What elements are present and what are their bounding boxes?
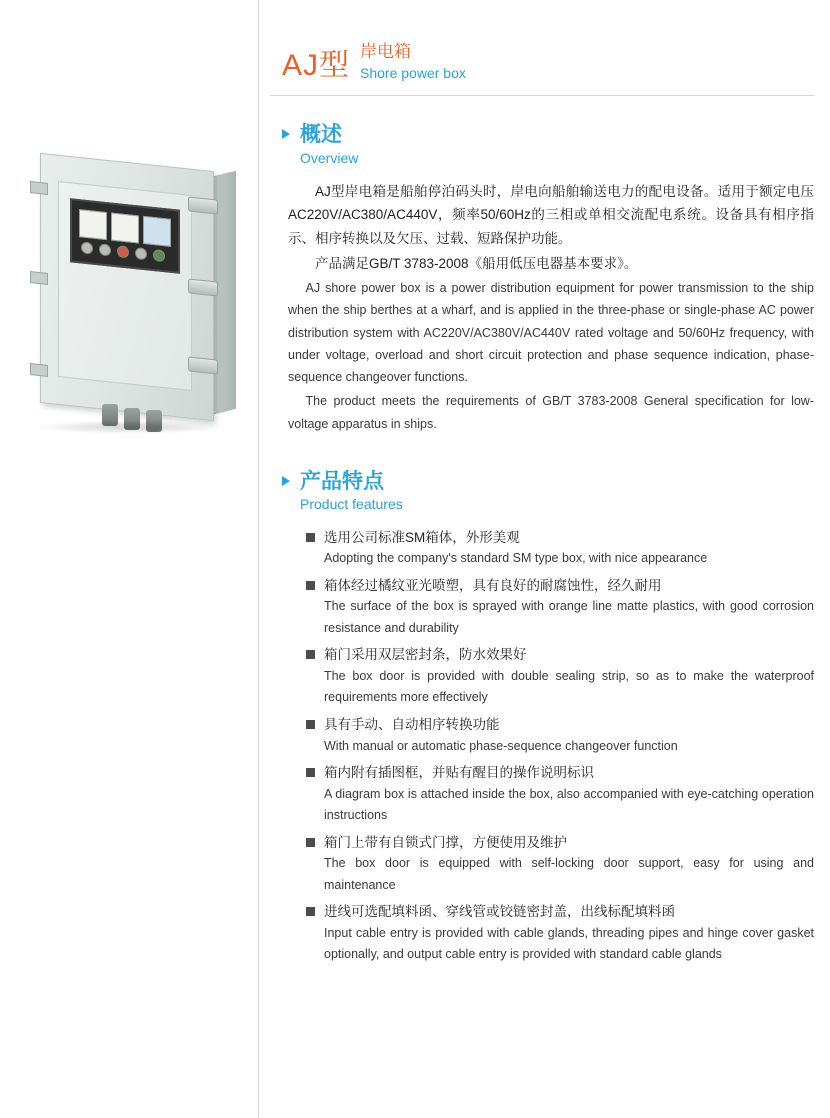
knob-icon [99,243,111,256]
door-latch-icon [188,196,218,214]
overview-body [282,180,814,435]
feature-text-en: The box door is provided with double sealing strip, so as to make the waterproof requirements more effectively [324,668,814,705]
list-item [306,644,814,709]
feature-text-en: The surface of the box is sprayed with orange line matte plastics, with good corrosion resistance and durability [324,599,814,635]
paragraph-cn: 产品满足GB/T 3783-2008《船用低压电器基本要求》。 [315,255,638,271]
section-overview [270,122,814,434]
square-bullet-icon [306,838,315,847]
paragraph-en: The product meets the requirements of GB/T 3783-2008 General specification for low-voltage apparatus in ships. [288,394,814,431]
square-bullet-icon [306,768,315,777]
feature-text-en: The box door is equipped with self-locking door support, easy for using and maintenance [324,856,814,892]
list-item [306,762,814,827]
title-row [282,44,814,81]
feature-list [282,527,814,966]
feature-text-cn: 箱门采用双层密封条，防水效果好 [306,644,814,666]
feature-text-en: Adopting the company's standard SM type box, with nice appearance [324,551,708,566]
product-image-column [0,0,258,1118]
section-title-cn: 产品特点 [300,469,384,493]
door-latch-icon [188,278,218,296]
square-bullet-icon [306,720,315,729]
square-bullet-icon [306,907,315,916]
section-overview-heading [282,122,814,168]
arrow-right-icon [282,129,290,139]
feature-text-cn: 箱门上带有自锁式门撑，方便使用及维护 [306,832,814,854]
section-features-heading [282,469,814,515]
section-product-features [270,469,814,966]
list-item [306,901,814,966]
indicator-lamp-icon [117,245,129,258]
knob-icon [135,247,147,260]
page-title [270,44,814,96]
list-item [306,527,814,570]
product-photo [18,152,240,432]
indicator-lamp-icon [153,249,165,262]
list-item [306,832,814,897]
mounting-lug-icon [30,271,48,285]
feature-text-en: A diagram box is attached inside the box, also accompanied with eye-catching operation instructions [324,786,814,823]
paragraph-cn: AJ型岸电箱是船舶停泊码头时，岸电向船舶输送电力的配电设备。适用于额定电压AC220V/AC380/AC440V，频率50/60Hz的三相或单相交流配电系统。设备具有相序指示、相序转换以及欠压、过载、短路保护功能。 [288,184,814,246]
meter-icon [111,213,139,244]
content-column [258,0,830,1118]
instrument-panel [70,198,180,274]
feature-text-cn: 选用公司标准SM箱体，外形美观 [306,527,814,549]
list-item [306,575,814,640]
square-bullet-icon [306,581,315,590]
product-name-en: Shore power box [360,64,466,81]
knob-icon [81,241,93,254]
section-title-en: Product features [300,496,403,513]
feature-text-cn: 箱体经过橘纹亚光喷塑，具有良好的耐腐蚀性，经久耐用 [306,575,814,597]
feature-text-cn: 具有手动、自动相序转换功能 [306,714,814,736]
mounting-lug-icon [30,181,48,195]
feature-text-cn: 进线可选配填料函、穿线管或铰链密封盖，出线标配填料函 [306,901,814,923]
meter-icon [143,216,171,247]
feature-text-en: With manual or automatic phase-sequence changeover function [324,738,678,753]
feature-text-en: Input cable entry is provided with cable glands, threading pipes and hinge cover gasket optionally, and output cable entry is provided with standard cable glands [324,925,814,962]
square-bullet-icon [306,533,315,542]
section-title-cn: 概述 [300,123,342,147]
product-name-cn: 岸电箱 [360,42,412,61]
square-bullet-icon [306,650,315,659]
feature-text-cn: 箱内附有插图框，并贴有醒目的操作说明标识 [306,762,814,784]
section-title-en: Overview [300,149,359,166]
arrow-right-icon [282,476,290,486]
photo-shadow [36,420,226,434]
product-model: AJ型 [282,49,351,83]
door-latch-icon [188,356,218,374]
title-texts [360,44,466,81]
mounting-lug-icon [30,363,48,377]
list-item [306,714,814,757]
meter-icon [79,209,107,240]
paragraph-en: AJ shore power box is a power distribution equipment for power transmission to the ship when the ship berthes at a wharf, and is applied in the three-phase or single-phase AC power distribution system with AC220V/AC380V/AC440V rated voltage and 50/60Hz frequency, with under voltage, overload and short circuit protection and phase sequence indication, phase-sequence changeover functions. [288,281,814,385]
